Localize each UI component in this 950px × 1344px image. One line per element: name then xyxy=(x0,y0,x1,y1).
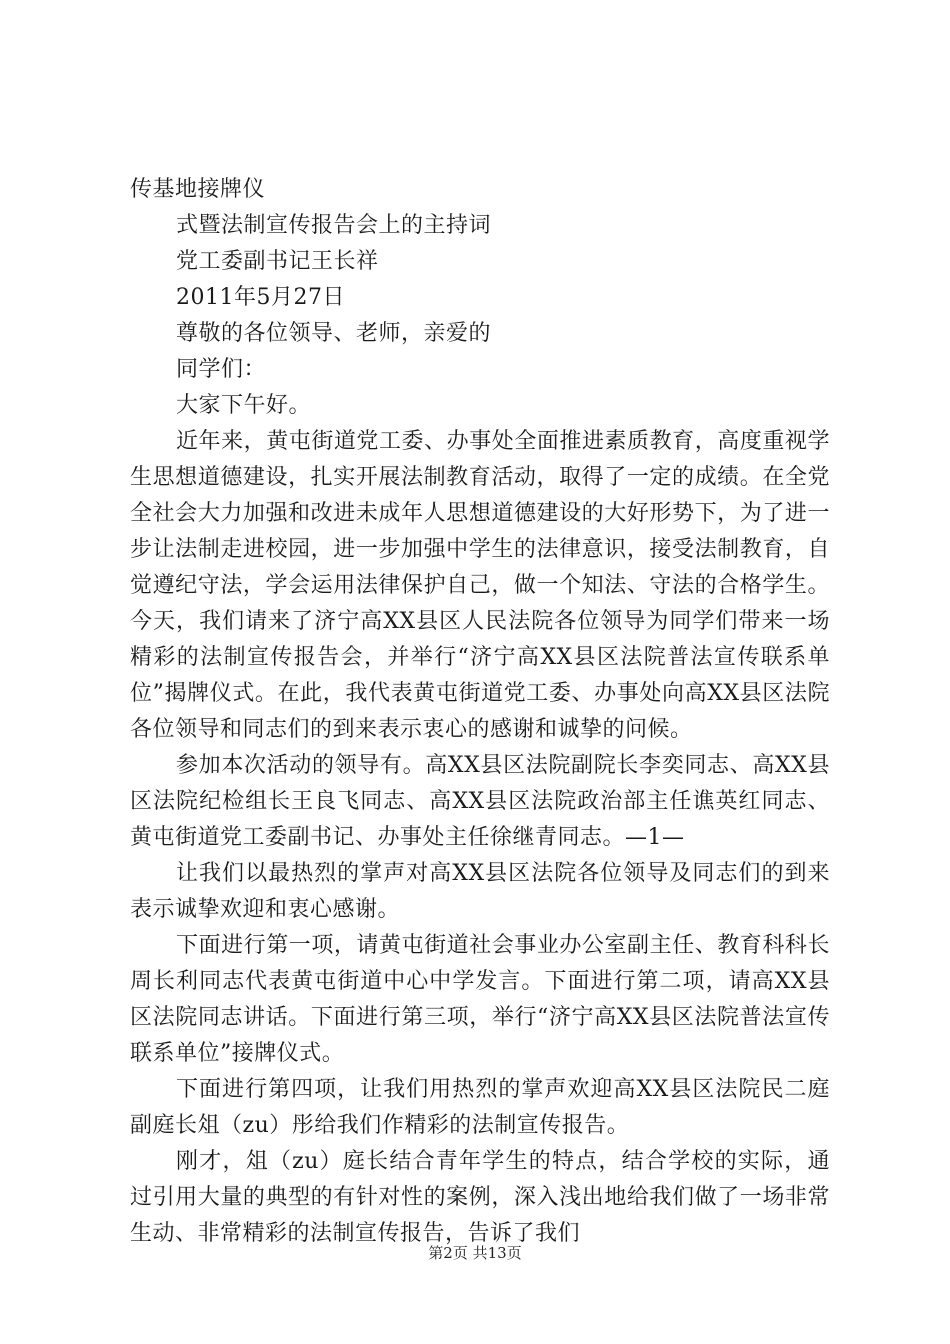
title-line-2: 式暨法制宣传报告会上的主持词 xyxy=(176,213,492,238)
title-line-1: 传基地接牌仪 xyxy=(130,177,266,202)
salutation-line-1: 尊敬的各位领导、老师，亲爱的 xyxy=(176,321,492,346)
greeting-line: 大家下午好。 xyxy=(176,393,312,418)
page-number-footer: 第2页 共13页 xyxy=(428,1244,522,1262)
paragraph-welcome: 让我们以最热烈的掌声对高XX县区法院各位领导及同志们的到来表示诚挚欢迎和衷心感谢。 xyxy=(130,861,830,922)
date-line: 2011年5月27日 xyxy=(176,285,345,310)
paragraph-intro: 近年来，黄屯街道党工委、办事处全面推进素质教育，高度重视学生思想道德建设，扎实开展法制教育活动，取得了一定的成绩。在全党全社会大力加强和改进未成年人思想道德建设的大好形势下，为了进一步让法制走进校园，进一步加强中学生的法律意识，接受法制教育，自觉遵纪守法，学会运用法律保护自己，做一个知法、守法的合格学生。今天，我们请来了济宁高XX县区人民法院各位领导为同学们带来一场精彩的法制宣传报告会，并举行“济宁高XX县区法院普法宣传联系单位”揭牌仪式。在此，我代表黄屯街道党工委、办事处向高XX县区法院各位领导和同志们的到来表示衷心的感谢和诚挚的问候。 xyxy=(130,429,830,742)
paragraph-agenda: 下面进行第一项，请黄屯街道社会事业办公室副主任、教育科科长周长利同志代表黄屯街道中心中学发言。下面进行第二项，请高XX县区法院同志讲话。下面进行第三项，举行“济宁高XX县区法院普法宣传联系单位”接牌仪式。 xyxy=(130,933,830,1066)
paragraph-report-intro: 下面进行第四项，让我们用热烈的掌声欢迎高XX县区法院民二庭副庭长俎（zu）彤给我们作精彩的法制宣传报告。 xyxy=(130,1077,830,1138)
paragraph-attendees: 参加本次活动的领导有。高XX县区法院副院长李奕同志、高XX县区法院纪检组长王良飞同志、高XX县区法院政治部主任谯英红同志、黄屯街道党工委副书记、办事处主任徐继青同志。—1— xyxy=(130,753,830,850)
salutation-line-2: 同学们： xyxy=(176,357,267,382)
document-body xyxy=(130,172,830,1252)
paragraph-summary: 刚才，俎（zu）庭长结合青年学生的特点，结合学校的实际，通过引用大量的典型的有针对性的案例，深入浅出地给我们做了一场非常生动、非常精彩的法制宣传报告，告诉了我们 xyxy=(130,1149,830,1246)
speaker-line: 党工委副书记王长祥 xyxy=(176,249,379,274)
